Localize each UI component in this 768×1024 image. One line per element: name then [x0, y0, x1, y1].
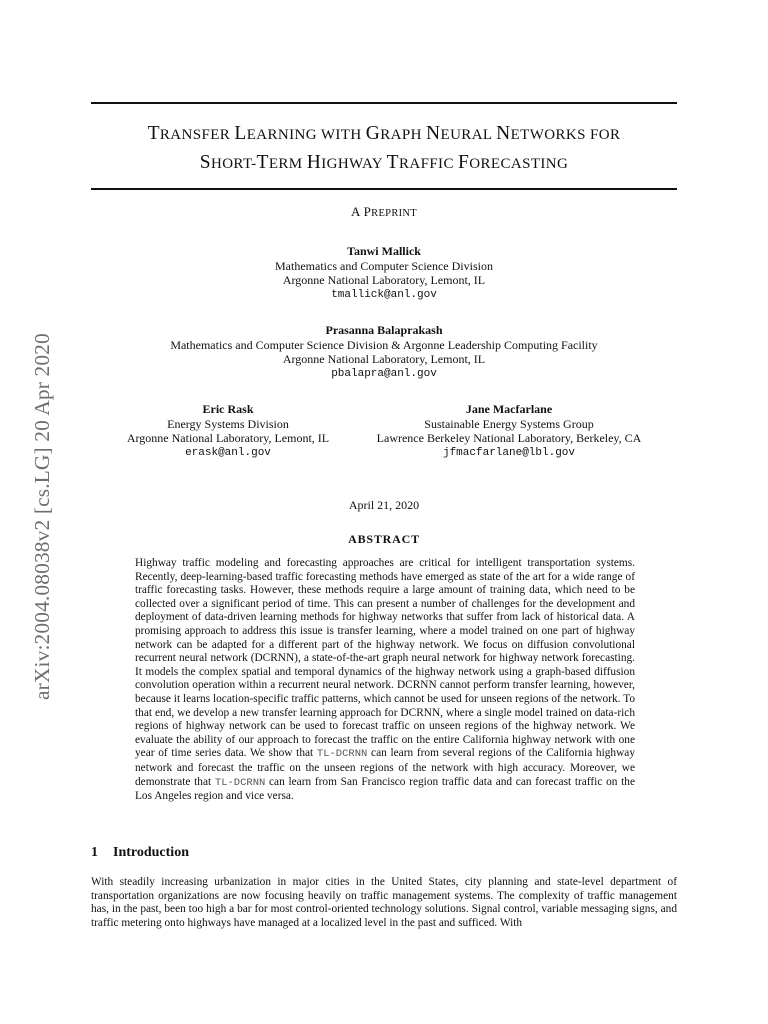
author-affiliation: Lawrence Berkeley National Laboratory, Berkeley, CA — [376, 431, 642, 445]
abstract-text: can learn from San Francisco region traffic data and can forecast traffic on the Los Angeles region and vice versa. — [135, 775, 635, 803]
author-name: Jane Macfarlane — [465, 402, 553, 416]
title-word: ERM — [268, 156, 307, 172]
title-word: S — [199, 152, 211, 173]
author-name: Tanwi Mallick — [347, 244, 421, 258]
author-block-macfarlane — [356, 402, 662, 460]
title-word: ETWORKS FOR — [510, 127, 621, 143]
paper-title — [91, 120, 677, 178]
title-word: RANSFER — [159, 127, 235, 143]
title-word: N — [426, 123, 441, 144]
author-email[interactable]: tmallick@anl.gov — [331, 288, 437, 301]
arxiv-identifier-stamp: arXiv:2004.08038v2 [cs.LG] 20 Apr 2020 — [30, 333, 54, 700]
author-affiliation: Mathematics and Computer Science Division — [275, 258, 493, 273]
preprint-word: A — [350, 204, 361, 219]
preprint-word: REPRINT — [371, 208, 418, 219]
title-word: T — [147, 123, 160, 144]
author-block-mallick — [91, 244, 677, 302]
introduction-body: With steadily increasing urbanization in major cities in the United States, city planning and state-level department of transportation organizations are now focusing heavily on traffic management systems. The complexity of traffic management has, in the past, been too high a bar for most control-oriented technology solutions. Signal control, variable messaging signs, and traffic metering onto highways have managed at a localized level in the past and sufficed. With — [91, 876, 677, 929]
title-word: F — [458, 152, 470, 173]
author-affiliation: Energy Systems Division — [167, 416, 289, 431]
title-line-1 — [91, 120, 677, 149]
preprint-word: P — [363, 204, 372, 219]
title-word: RAPH — [380, 127, 427, 143]
title-word: T — [386, 152, 399, 173]
author-affiliation: Sustainable Energy Systems Group — [424, 416, 594, 431]
author-affiliation: Argonne National Laboratory, Lemont, IL — [282, 273, 486, 287]
title-word: EARNING WITH — [246, 127, 366, 143]
abstract-body — [135, 557, 635, 804]
section-heading-introduction — [91, 845, 189, 861]
title-word: EURAL — [440, 127, 497, 143]
title-bottom-rule — [91, 188, 677, 190]
abstract-text: Highway traffic modeling and forecasting approaches are critical for intelligent transportation systems. Recently, deep-learning-based traffic forecasting methods have emerged as state of the art for a wide range of traffic forecasting tasks. However, these methods require a large amount of training data, which need to be collected over a significant period of time. This can present a number of challenges for the development and deployment of data-driven learning methods for highway networks that suffer from lack of historical data. A promising approach to address this issue is transfer learning, where a model trained on one part of highway network can be adapted for a different part of the highway network. We focus on diffusion convolutional recurrent neural network (DCRNN), a state-of-the-art graph neural network for highway network forecasting. It models the complex spatial and temporal dynamics of the highway network using a graph-based diffusion convolution operation within a recurrent neural network. DCRNN cannot perform transfer learning, however, because it learns location-specific traffic patterns, which cannot be used for unseen regions of the network. To that end, we develop a new transfer learning approach for DCRNN, where a single model trained on data-rich regions of highway network can be used to forecast traffic on unseen regions of the highway network. We evaluate the ability of our approach to forecast the traffic on the entire California highway network with one year of time series data. We show that — [135, 557, 635, 760]
title-top-rule — [91, 102, 677, 104]
title-word: RAFFIC — [398, 156, 459, 172]
title-word: ORECASTING — [469, 156, 569, 172]
author-affiliation: Mathematics and Computer Science Division & Argonne Leadership Computing Facility — [170, 337, 598, 352]
title-word: N — [496, 123, 511, 144]
title-word: T — [256, 152, 269, 173]
title-word: HORT- — [210, 156, 257, 172]
title-word: IGHWAY — [321, 156, 387, 172]
title-word: H — [306, 152, 322, 173]
title-line-2 — [91, 149, 677, 178]
author-email[interactable]: pbalapra@anl.gov — [331, 367, 437, 380]
author-name: Eric Rask — [202, 402, 254, 416]
abstract-text: can learn from several regions of the California highway network and forecast the traffic on the unseen regions of the network with high accuracy. Moreover, we demonstrate that — [135, 747, 635, 788]
method-name-code: TL-DCRNN — [214, 776, 266, 789]
section-title: Introduction — [113, 845, 189, 860]
author-block-balaprakash — [91, 323, 677, 381]
author-email[interactable]: jfmacfarlane@lbl.gov — [442, 446, 576, 459]
author-block-rask — [104, 402, 352, 460]
publication-date: April 21, 2020 — [348, 498, 420, 512]
author-affiliation: Argonne National Laboratory, Lemont, IL — [126, 431, 330, 445]
method-name-code: TL-DCRNN — [316, 748, 368, 761]
author-name: Prasanna Balaprakash — [325, 323, 443, 337]
section-number: 1 — [91, 845, 98, 860]
author-email[interactable]: erask@anl.gov — [185, 446, 271, 459]
title-word: G — [365, 123, 381, 144]
preprint-label — [91, 204, 677, 220]
author-affiliation: Argonne National Laboratory, Lemont, IL — [282, 352, 486, 366]
abstract-heading: ABSTRACT — [348, 532, 420, 546]
title-word: L — [234, 123, 247, 144]
